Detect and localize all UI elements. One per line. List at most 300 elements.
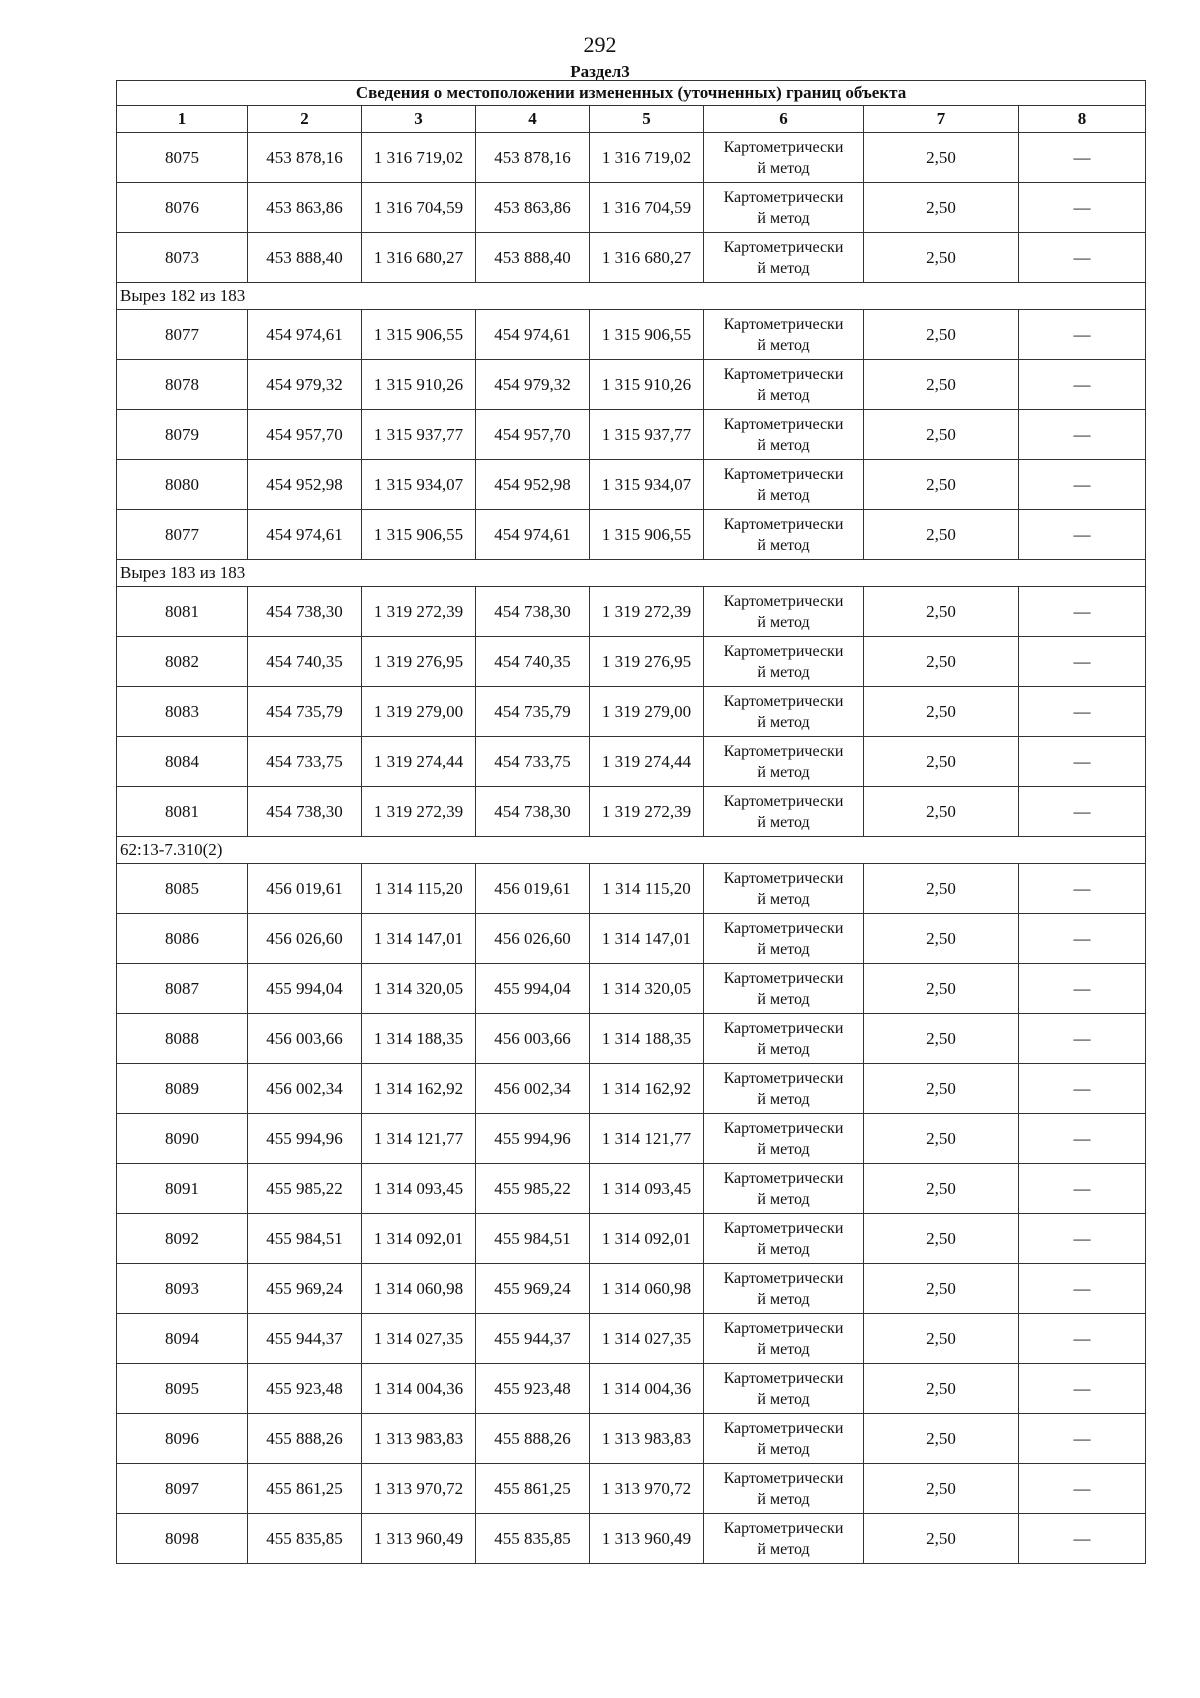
x-old-cell: 455 985,22: [248, 1164, 362, 1214]
column-header: 1: [117, 106, 248, 133]
y-old-cell: 1 319 272,39: [362, 787, 476, 837]
x-new-cell: 455 985,22: [476, 1164, 590, 1214]
x-new-cell: 453 888,40: [476, 233, 590, 283]
method-cell: [704, 1114, 864, 1164]
y-old-cell: 1 315 934,07: [362, 460, 476, 510]
x-new-cell: 454 974,61: [476, 310, 590, 360]
dash-cell: —: [1019, 1314, 1146, 1364]
method-cell: [704, 1014, 864, 1064]
y-old-cell: 1 314 004,36: [362, 1364, 476, 1414]
dash-cell: —: [1019, 1064, 1146, 1114]
method-cell: [704, 864, 864, 914]
method-line-2: й метод: [757, 1190, 810, 1208]
column-header: 7: [864, 106, 1019, 133]
method-cell: [704, 1464, 864, 1514]
table-row: [117, 1014, 1146, 1064]
point-number-cell: 8096: [117, 1414, 248, 1464]
column-header: 6: [704, 106, 864, 133]
y-old-cell: 1 319 279,00: [362, 687, 476, 737]
point-number-cell: 8092: [117, 1214, 248, 1264]
point-number-cell: 8091: [117, 1164, 248, 1214]
x-new-cell: 456 002,34: [476, 1064, 590, 1114]
dash-cell: —: [1019, 1264, 1146, 1314]
table-row: [117, 964, 1146, 1014]
method-line-2: й метод: [757, 486, 810, 504]
table-row: [117, 737, 1146, 787]
x-old-cell: 455 994,96: [248, 1114, 362, 1164]
x-old-cell: 454 733,75: [248, 737, 362, 787]
x-old-cell: 454 974,61: [248, 310, 362, 360]
y-old-cell: 1 314 162,92: [362, 1064, 476, 1114]
accuracy-cell: 2,50: [864, 1214, 1019, 1264]
method-line-1: Картометрически: [723, 1519, 844, 1537]
x-new-cell: 455 969,24: [476, 1264, 590, 1314]
method-line-2: й метод: [757, 159, 810, 177]
point-number-cell: 8077: [117, 510, 248, 560]
dash-cell: —: [1019, 1414, 1146, 1464]
x-old-cell: 456 002,34: [248, 1064, 362, 1114]
x-new-cell: 455 984,51: [476, 1214, 590, 1264]
table-row: [117, 1114, 1146, 1164]
x-old-cell: 453 888,40: [248, 233, 362, 283]
y-new-cell: 1 314 320,05: [590, 964, 704, 1014]
method-line-1: Картометрически: [723, 1269, 844, 1287]
method-line-1: Картометрически: [723, 188, 844, 206]
method-line-1: Картометрически: [723, 1169, 844, 1187]
table-row: [117, 133, 1146, 183]
accuracy-cell: 2,50: [864, 133, 1019, 183]
y-new-cell: 1 314 188,35: [590, 1014, 704, 1064]
method-line-1: Картометрически: [723, 919, 844, 937]
method-line-1: Картометрически: [723, 1369, 844, 1387]
point-number-cell: 8079: [117, 410, 248, 460]
method-line-1: Картометрически: [723, 592, 844, 610]
group-label: Вырез 182 из 183: [117, 283, 1146, 310]
y-new-cell: 1 314 162,92: [590, 1064, 704, 1114]
method-cell: [704, 737, 864, 787]
table-row: [117, 1314, 1146, 1364]
point-number-cell: 8075: [117, 133, 248, 183]
group-row: [117, 837, 1146, 864]
x-old-cell: 454 735,79: [248, 687, 362, 737]
method-line-1: Картометрически: [723, 465, 844, 483]
x-new-cell: 454 740,35: [476, 637, 590, 687]
method-cell: [704, 587, 864, 637]
point-number-cell: 8086: [117, 914, 248, 964]
y-old-cell: 1 315 906,55: [362, 310, 476, 360]
method-line-2: й метод: [757, 436, 810, 454]
x-old-cell: 455 888,26: [248, 1414, 362, 1464]
method-cell: [704, 1214, 864, 1264]
dash-cell: —: [1019, 637, 1146, 687]
dash-cell: —: [1019, 1464, 1146, 1514]
table-row: [117, 1364, 1146, 1414]
table-row: [117, 183, 1146, 233]
table-row: [117, 637, 1146, 687]
y-old-cell: 1 314 115,20: [362, 864, 476, 914]
method-line-1: Картометрически: [723, 1069, 844, 1087]
accuracy-cell: 2,50: [864, 1414, 1019, 1464]
method-line-1: Картометрически: [723, 1119, 844, 1137]
method-cell: [704, 310, 864, 360]
method-cell: [704, 360, 864, 410]
y-old-cell: 1 319 276,95: [362, 637, 476, 687]
method-cell: [704, 1414, 864, 1464]
point-number-cell: 8076: [117, 183, 248, 233]
dash-cell: —: [1019, 1014, 1146, 1064]
dash-cell: —: [1019, 183, 1146, 233]
table-body: [117, 133, 1146, 1564]
dash-cell: —: [1019, 233, 1146, 283]
y-new-cell: 1 319 272,39: [590, 787, 704, 837]
x-new-cell: 454 738,30: [476, 787, 590, 837]
method-line-2: й метод: [757, 713, 810, 731]
accuracy-cell: 2,50: [864, 1514, 1019, 1564]
method-line-2: й метод: [757, 536, 810, 554]
method-line-2: й метод: [757, 259, 810, 277]
x-new-cell: 456 026,60: [476, 914, 590, 964]
method-cell: [704, 1314, 864, 1364]
group-row: [117, 283, 1146, 310]
method-cell: [704, 460, 864, 510]
dash-cell: —: [1019, 587, 1146, 637]
accuracy-cell: 2,50: [864, 310, 1019, 360]
table-row: [117, 587, 1146, 637]
method-line-1: Картометрически: [723, 1469, 844, 1487]
group-row: [117, 560, 1146, 587]
method-line-1: Картометрически: [723, 692, 844, 710]
method-cell: [704, 183, 864, 233]
accuracy-cell: 2,50: [864, 1064, 1019, 1114]
point-number-cell: 8084: [117, 737, 248, 787]
dash-cell: —: [1019, 1164, 1146, 1214]
method-line-1: Картометрически: [723, 365, 844, 383]
dash-cell: —: [1019, 410, 1146, 460]
y-old-cell: 1 314 121,77: [362, 1114, 476, 1164]
table-row: [117, 914, 1146, 964]
y-old-cell: 1 316 719,02: [362, 133, 476, 183]
dash-cell: —: [1019, 687, 1146, 737]
table-row: [117, 410, 1146, 460]
x-old-cell: 454 740,35: [248, 637, 362, 687]
x-new-cell: 455 835,85: [476, 1514, 590, 1564]
column-header: 5: [590, 106, 704, 133]
point-number-cell: 8081: [117, 787, 248, 837]
y-new-cell: 1 314 147,01: [590, 914, 704, 964]
method-line-2: й метод: [757, 336, 810, 354]
point-number-cell: 8090: [117, 1114, 248, 1164]
method-line-2: й метод: [757, 1340, 810, 1358]
y-new-cell: 1 315 937,77: [590, 410, 704, 460]
table-row: [117, 360, 1146, 410]
x-new-cell: 455 944,37: [476, 1314, 590, 1364]
x-old-cell: 455 835,85: [248, 1514, 362, 1564]
dash-cell: —: [1019, 360, 1146, 410]
method-line-1: Картометрически: [723, 792, 844, 810]
accuracy-cell: 2,50: [864, 687, 1019, 737]
method-line-1: Картометрически: [723, 1319, 844, 1337]
y-old-cell: 1 313 970,72: [362, 1464, 476, 1514]
y-old-cell: 1 319 274,44: [362, 737, 476, 787]
table-row: [117, 1414, 1146, 1464]
x-old-cell: 454 957,70: [248, 410, 362, 460]
method-line-2: й метод: [757, 209, 810, 227]
method-line-2: й метод: [757, 1390, 810, 1408]
x-new-cell: 455 861,25: [476, 1464, 590, 1514]
method-line-2: й метод: [757, 663, 810, 681]
y-new-cell: 1 315 906,55: [590, 310, 704, 360]
x-old-cell: 455 994,04: [248, 964, 362, 1014]
y-new-cell: 1 314 093,45: [590, 1164, 704, 1214]
method-line-2: й метод: [757, 1490, 810, 1508]
accuracy-cell: 2,50: [864, 1364, 1019, 1414]
dash-cell: —: [1019, 133, 1146, 183]
point-number-cell: 8087: [117, 964, 248, 1014]
method-line-2: й метод: [757, 1040, 810, 1058]
column-header-row: [117, 106, 1146, 133]
y-new-cell: 1 314 004,36: [590, 1364, 704, 1414]
point-number-cell: 8083: [117, 687, 248, 737]
method-line-2: й метод: [757, 763, 810, 781]
x-new-cell: 454 957,70: [476, 410, 590, 460]
y-new-cell: 1 313 983,83: [590, 1414, 704, 1464]
accuracy-cell: 2,50: [864, 864, 1019, 914]
table-row: [117, 460, 1146, 510]
method-cell: [704, 1064, 864, 1114]
table-row: [117, 687, 1146, 737]
point-number-cell: 8073: [117, 233, 248, 283]
point-number-cell: 8081: [117, 587, 248, 637]
x-old-cell: 454 979,32: [248, 360, 362, 410]
y-old-cell: 1 313 983,83: [362, 1414, 476, 1464]
method-line-2: й метод: [757, 1540, 810, 1558]
x-new-cell: 454 738,30: [476, 587, 590, 637]
point-number-cell: 8078: [117, 360, 248, 410]
method-line-1: Картометрически: [723, 969, 844, 987]
accuracy-cell: 2,50: [864, 360, 1019, 410]
method-line-2: й метод: [757, 990, 810, 1008]
x-old-cell: 454 738,30: [248, 587, 362, 637]
y-old-cell: 1 314 188,35: [362, 1014, 476, 1064]
table-row: [117, 1264, 1146, 1314]
point-number-cell: 8089: [117, 1064, 248, 1114]
y-new-cell: 1 314 027,35: [590, 1314, 704, 1364]
y-old-cell: 1 315 910,26: [362, 360, 476, 410]
method-cell: [704, 233, 864, 283]
method-line-2: й метод: [757, 613, 810, 631]
y-old-cell: 1 315 937,77: [362, 410, 476, 460]
table-row: [117, 233, 1146, 283]
point-number-cell: 8097: [117, 1464, 248, 1514]
accuracy-cell: 2,50: [864, 1014, 1019, 1064]
table-row: [117, 1464, 1146, 1514]
table-row: [117, 787, 1146, 837]
x-new-cell: 454 979,32: [476, 360, 590, 410]
column-header: 2: [248, 106, 362, 133]
method-line-1: Картометрически: [723, 515, 844, 533]
method-cell: [704, 1364, 864, 1414]
column-header: 8: [1019, 106, 1146, 133]
y-new-cell: 1 319 276,95: [590, 637, 704, 687]
method-cell: [704, 914, 864, 964]
y-new-cell: 1 315 934,07: [590, 460, 704, 510]
table-row: [117, 1164, 1146, 1214]
dash-cell: —: [1019, 1214, 1146, 1264]
accuracy-cell: 2,50: [864, 1264, 1019, 1314]
y-old-cell: 1 316 680,27: [362, 233, 476, 283]
section-title: Раздел3: [570, 62, 630, 81]
page-number: 292: [583, 32, 617, 57]
x-old-cell: 454 974,61: [248, 510, 362, 560]
y-new-cell: 1 313 970,72: [590, 1464, 704, 1514]
accuracy-cell: 2,50: [864, 964, 1019, 1014]
accuracy-cell: 2,50: [864, 233, 1019, 283]
coordinates-table: [116, 80, 1146, 1564]
x-new-cell: 453 863,86: [476, 183, 590, 233]
method-line-1: Картометрически: [723, 1219, 844, 1237]
y-old-cell: 1 313 960,49: [362, 1514, 476, 1564]
accuracy-cell: 2,50: [864, 1314, 1019, 1364]
table-row: [117, 510, 1146, 560]
x-new-cell: 455 994,96: [476, 1114, 590, 1164]
point-number-cell: 8095: [117, 1364, 248, 1414]
x-new-cell: 456 003,66: [476, 1014, 590, 1064]
y-new-cell: 1 315 910,26: [590, 360, 704, 410]
x-new-cell: 454 974,61: [476, 510, 590, 560]
point-number-cell: 8085: [117, 864, 248, 914]
y-old-cell: 1 316 704,59: [362, 183, 476, 233]
y-new-cell: 1 313 960,49: [590, 1514, 704, 1564]
y-old-cell: 1 314 093,45: [362, 1164, 476, 1214]
y-new-cell: 1 319 272,39: [590, 587, 704, 637]
x-new-cell: 454 952,98: [476, 460, 590, 510]
y-new-cell: 1 314 092,01: [590, 1214, 704, 1264]
method-line-1: Картометрически: [723, 742, 844, 760]
point-number-cell: 8082: [117, 637, 248, 687]
accuracy-cell: 2,50: [864, 637, 1019, 687]
y-new-cell: 1 316 719,02: [590, 133, 704, 183]
accuracy-cell: 2,50: [864, 737, 1019, 787]
x-new-cell: 455 888,26: [476, 1414, 590, 1464]
method-cell: [704, 510, 864, 560]
method-cell: [704, 1164, 864, 1214]
point-number-cell: 8094: [117, 1314, 248, 1364]
y-new-cell: 1 319 279,00: [590, 687, 704, 737]
method-line-1: Картометрически: [723, 238, 844, 256]
x-old-cell: 456 026,60: [248, 914, 362, 964]
method-line-1: Картометрически: [723, 1419, 844, 1437]
dash-cell: —: [1019, 1514, 1146, 1564]
x-new-cell: 456 019,61: [476, 864, 590, 914]
y-new-cell: 1 314 060,98: [590, 1264, 704, 1314]
group-label: Вырез 183 из 183: [117, 560, 1146, 587]
x-new-cell: 454 733,75: [476, 737, 590, 787]
method-line-2: й метод: [757, 940, 810, 958]
method-cell: [704, 410, 864, 460]
x-old-cell: 453 863,86: [248, 183, 362, 233]
x-old-cell: 455 969,24: [248, 1264, 362, 1314]
accuracy-cell: 2,50: [864, 1464, 1019, 1514]
y-new-cell: 1 316 704,59: [590, 183, 704, 233]
x-new-cell: 453 878,16: [476, 133, 590, 183]
accuracy-cell: 2,50: [864, 410, 1019, 460]
x-old-cell: 456 019,61: [248, 864, 362, 914]
method-line-2: й метод: [757, 386, 810, 404]
x-old-cell: 455 944,37: [248, 1314, 362, 1364]
y-old-cell: 1 314 320,05: [362, 964, 476, 1014]
method-cell: [704, 964, 864, 1014]
accuracy-cell: 2,50: [864, 1164, 1019, 1214]
method-line-1: Картометрически: [723, 138, 844, 156]
x-old-cell: 455 861,25: [248, 1464, 362, 1514]
method-line-1: Картометрически: [723, 642, 844, 660]
y-old-cell: 1 314 060,98: [362, 1264, 476, 1314]
dash-cell: —: [1019, 787, 1146, 837]
dash-cell: —: [1019, 460, 1146, 510]
column-header: 3: [362, 106, 476, 133]
dash-cell: —: [1019, 964, 1146, 1014]
method-line-1: Картометрически: [723, 415, 844, 433]
table-row: [117, 310, 1146, 360]
x-new-cell: 454 735,79: [476, 687, 590, 737]
x-old-cell: 456 003,66: [248, 1014, 362, 1064]
y-old-cell: 1 314 027,35: [362, 1314, 476, 1364]
method-cell: [704, 133, 864, 183]
y-new-cell: 1 314 115,20: [590, 864, 704, 914]
y-old-cell: 1 315 906,55: [362, 510, 476, 560]
point-number-cell: 8080: [117, 460, 248, 510]
method-line-2: й метод: [757, 890, 810, 908]
method-cell: [704, 637, 864, 687]
table-row: [117, 1514, 1146, 1564]
dash-cell: —: [1019, 1114, 1146, 1164]
accuracy-cell: 2,50: [864, 183, 1019, 233]
table-caption: Сведения о местоположении измененных (уточненных) границ объекта: [117, 81, 1146, 106]
method-line-2: й метод: [757, 1440, 810, 1458]
method-line-2: й метод: [757, 813, 810, 831]
method-cell: [704, 787, 864, 837]
dash-cell: —: [1019, 737, 1146, 787]
accuracy-cell: 2,50: [864, 510, 1019, 560]
point-number-cell: 8093: [117, 1264, 248, 1314]
method-line-1: Картометрически: [723, 315, 844, 333]
method-line-2: й метод: [757, 1140, 810, 1158]
y-new-cell: 1 314 121,77: [590, 1114, 704, 1164]
table-row: [117, 864, 1146, 914]
dash-cell: —: [1019, 1364, 1146, 1414]
accuracy-cell: 2,50: [864, 787, 1019, 837]
column-header: 4: [476, 106, 590, 133]
y-old-cell: 1 314 092,01: [362, 1214, 476, 1264]
group-label: 62:13-7.310(2): [117, 837, 1146, 864]
point-number-cell: 8077: [117, 310, 248, 360]
dash-cell: —: [1019, 310, 1146, 360]
x-old-cell: 453 878,16: [248, 133, 362, 183]
y-new-cell: 1 319 274,44: [590, 737, 704, 787]
y-old-cell: 1 319 272,39: [362, 587, 476, 637]
method-cell: [704, 687, 864, 737]
method-line-2: й метод: [757, 1290, 810, 1308]
accuracy-cell: 2,50: [864, 587, 1019, 637]
point-number-cell: 8088: [117, 1014, 248, 1064]
x-old-cell: 454 952,98: [248, 460, 362, 510]
method-cell: [704, 1514, 864, 1564]
dash-cell: —: [1019, 914, 1146, 964]
x-old-cell: 455 923,48: [248, 1364, 362, 1414]
y-new-cell: 1 315 906,55: [590, 510, 704, 560]
dash-cell: —: [1019, 510, 1146, 560]
method-line-2: й метод: [757, 1090, 810, 1108]
